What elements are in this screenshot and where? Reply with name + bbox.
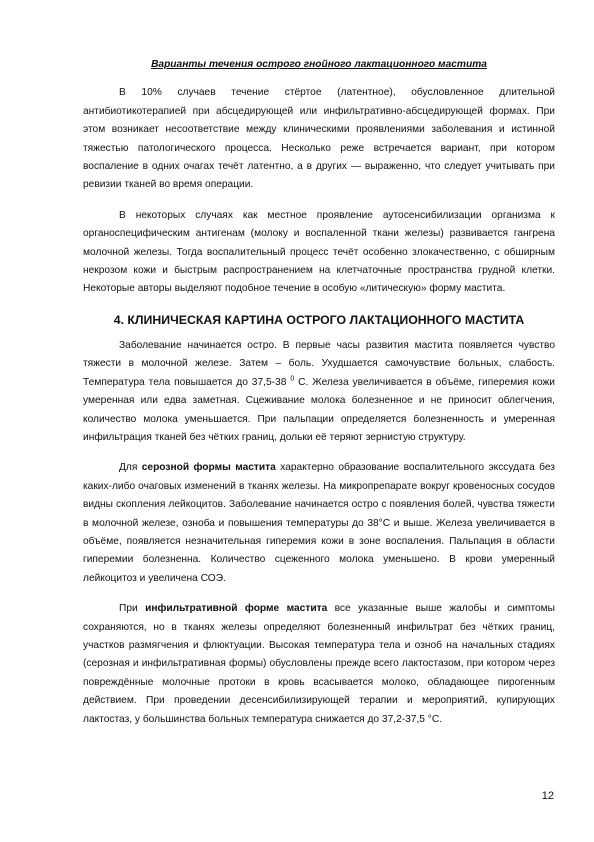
onset-text-b: С. Железа увеличивается в объёме, гиперемия кожи умеренная или едва заметная. Сцеживание молока болезненное и не приносит облегчения, количество молока уменьшается. При пальпации определяется болезненность и умеренная инфильтрация тканей без чётких границ, дольки её теряют зернистую структуру. bbox=[83, 376, 555, 443]
onset-text-a: Заболевание начинается остро. В первые часы развития мастита появляется чувство тяжести в молочной железе. Затем – боль. Ухудшается самочувствие больных, слабость. Температура тела повышается до 37,5-38 bbox=[83, 339, 555, 388]
degree-superscript: 0 bbox=[290, 375, 295, 383]
paragraph-latent-course: В 10% случаев течение стёртое (латентное), обусловленное длительной антибиотикотерапией при абсцедирующей или инфильтративно-абсцедирующей формах. При этом возникает несоответствие между клиническими проявлениями заболевания и истинной тяжестью патологического процесса. Несколько реже встречается вариант, при котором воспаление в одних очагах течёт латентно, а в других — выраженно, что следует учитывать при ревизии тканей во время операции. bbox=[83, 87, 555, 191]
paragraph-infiltrative-form bbox=[83, 600, 555, 729]
paragraph-onset bbox=[83, 337, 555, 447]
serous-text-a: Для bbox=[119, 462, 142, 474]
infiltrative-text-b: все указанные выше жалобы и симптомы сохраняются, но в тканях железы определяют болезненный инфильтрат без чётких границ, участков размягчения и флюктуации. Высокая температура тела и озноб на начальных стадиях (серозная и инфильтративная формы) обусловлены прежде всего лактостазом, при котором через повреждённые молочные протоки в кровь всасывается молоко, обладающее пирогенным действием. При проведении десенсибилизирующей терапии и мероприятий, купирующих лактостаз, у большинства больных температура снижается до 37,2-37,5 °С. bbox=[83, 603, 556, 725]
section-heading: 4. КЛИНИЧЕСКАЯ КАРТИНА ОСТРОГО ЛАКТАЦИОННОГО МАСТИТА bbox=[113, 312, 525, 327]
page-number: 12 bbox=[541, 790, 554, 802]
paragraph-gangrene: В некоторых случаях как местное проявление аутосенсибилизации организма к органоспецифическим антигенам (молоку и воспаленной ткани железы) развивается гангрена молочной железы. Тогда воспалительный процесс течёт особенно злокачественно, с обширным некрозом кожи и быстрым распространением на клетчаточные пространства грудной клетки. Некоторые авторы выделяют подобное течение в особую «литическую» форму мастита. bbox=[83, 209, 555, 295]
page-content bbox=[83, 56, 555, 741]
serous-term: серозной формы мастита bbox=[141, 462, 276, 474]
section-subtitle: Варианты течения острого гнойного лактационного мастита bbox=[151, 59, 487, 70]
paragraph-serous-form bbox=[83, 459, 555, 588]
infiltrative-text-a: При bbox=[119, 603, 146, 615]
serous-text-b: характерно образование воспалительного экссудата без каких-либо очаговых изменений в тканях железы. На микропрепарате вокруг кровеносных сосудов видны скопления лейкоцитов. Заболевание начинается остро с появления болей, чувства тяжести в молочной железе, озноба и повышения температуры до 38°С и выше. Железа увеличивается в объёме, появляется незначительная гиперемия кожи в зоне воспаления. Пальпация в области гиперемии болезненна. Количество сцеженного молока уменьшено. В крови умеренный лейкоцитоз и увеличена СОЭ. bbox=[83, 462, 555, 584]
infiltrative-term: инфильтративной форме мастита bbox=[145, 603, 328, 615]
